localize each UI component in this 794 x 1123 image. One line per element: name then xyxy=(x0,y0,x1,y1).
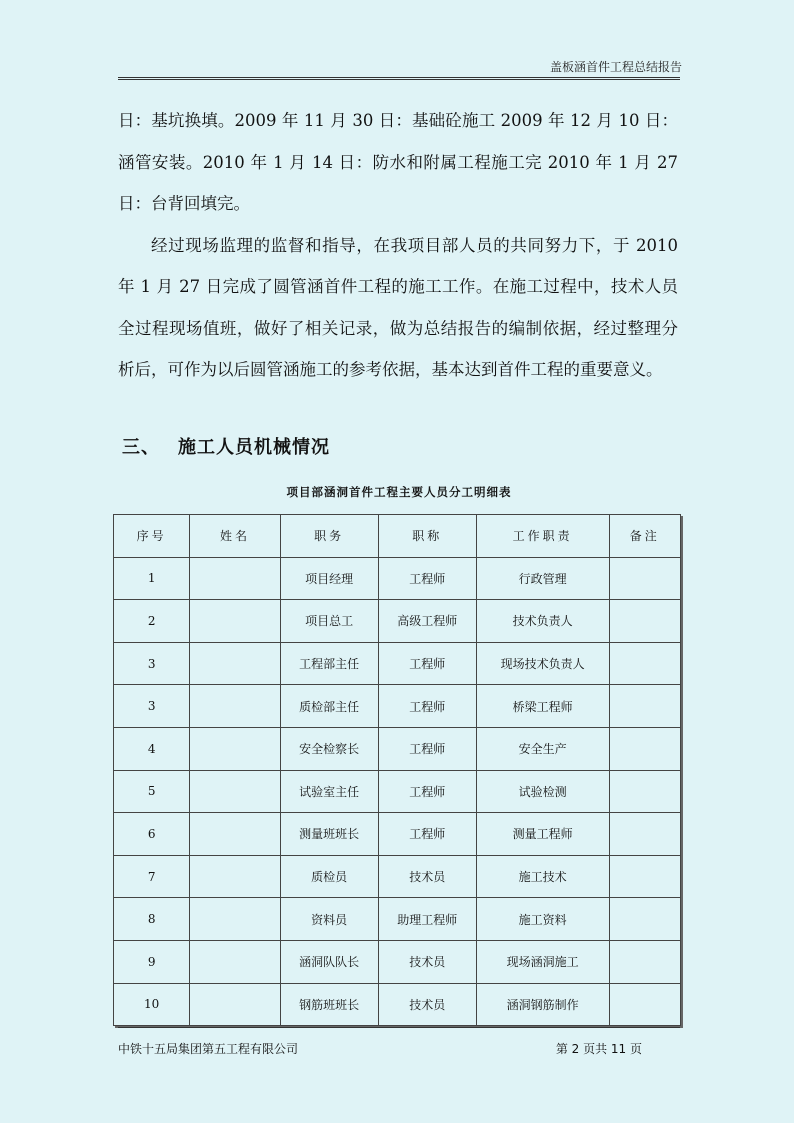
cell-note xyxy=(609,940,680,983)
cell-note xyxy=(609,685,680,728)
cell-title: 工程师 xyxy=(378,557,476,600)
table-row xyxy=(114,642,681,685)
cell-duty: 涵洞钢筋制作 xyxy=(476,983,609,1026)
cell-duty: 施工技术 xyxy=(476,855,609,898)
cell-name xyxy=(190,727,280,770)
cell-no: 3 xyxy=(114,642,190,685)
cell-position: 项目总工 xyxy=(280,600,378,643)
cell-note xyxy=(609,855,680,898)
cell-duty: 施工资料 xyxy=(476,898,609,941)
cell-name xyxy=(190,855,280,898)
cell-name xyxy=(190,940,280,983)
cell-duty: 安全生产 xyxy=(476,727,609,770)
cell-duty: 现场技术负责人 xyxy=(476,642,609,685)
table-row xyxy=(114,813,681,856)
body-paragraph-2: 经过现场监理的监督和指导，在我项目部人员的共同努力下，于 2010 年 1 月 27 日完成了圆管涵首件工程的施工工作。在施工过程中，技术人员全过程现场值班，做好了相关记录，做为总结报告的编制依据，经过整理分析后，可作为以后圆管涵施工的参考依据，基本达到首件工程的重要意义。 xyxy=(118,235,678,379)
section-number: 三、 xyxy=(122,437,160,458)
cell-no: 5 xyxy=(114,770,190,813)
cell-duty: 技术负责人 xyxy=(476,600,609,643)
cell-title: 助理工程师 xyxy=(378,898,476,941)
cell-name xyxy=(190,557,280,600)
cell-no: 3 xyxy=(114,685,190,728)
cell-position: 钢筋班班长 xyxy=(280,983,378,1026)
header-cell-note: 备注 xyxy=(609,515,680,558)
cell-name xyxy=(190,642,280,685)
staff-table xyxy=(113,514,681,1026)
cell-note xyxy=(609,642,680,685)
body-text xyxy=(118,100,678,391)
cell-no: 7 xyxy=(114,855,190,898)
cell-position: 安全检察长 xyxy=(280,727,378,770)
cell-no: 4 xyxy=(114,727,190,770)
cell-duty: 测量工程师 xyxy=(476,813,609,856)
table-row xyxy=(114,855,681,898)
cell-position: 试验室主任 xyxy=(280,770,378,813)
footer-page-number: 第 2 页共 11 页 xyxy=(555,1042,642,1056)
cell-position: 质检部主任 xyxy=(280,685,378,728)
cell-title: 工程师 xyxy=(378,685,476,728)
table-row xyxy=(114,940,681,983)
cell-position: 资料员 xyxy=(280,898,378,941)
cell-name xyxy=(190,898,280,941)
section-title: 施工人员机械情况 xyxy=(178,437,330,458)
cell-note xyxy=(609,727,680,770)
header-cell-duty: 工作职责 xyxy=(476,515,609,558)
header-cell-title: 职称 xyxy=(378,515,476,558)
cell-note xyxy=(609,600,680,643)
cell-no: 2 xyxy=(114,600,190,643)
cell-duty: 行政管理 xyxy=(476,557,609,600)
cell-note xyxy=(609,557,680,600)
cell-position: 工程部主任 xyxy=(280,642,378,685)
section-heading xyxy=(122,433,330,459)
cell-duty: 现场涵洞施工 xyxy=(476,940,609,983)
cell-no: 8 xyxy=(114,898,190,941)
cell-title: 技术员 xyxy=(378,940,476,983)
cell-title: 工程师 xyxy=(378,727,476,770)
cell-title: 高级工程师 xyxy=(378,600,476,643)
footer-divider xyxy=(118,1027,680,1028)
cell-name xyxy=(190,983,280,1026)
cell-title: 技术员 xyxy=(378,983,476,1026)
header-title: 盖板涵首件工程总结报告 xyxy=(549,60,682,74)
header-cell-name: 姓名 xyxy=(190,515,280,558)
cell-position: 测量班班长 xyxy=(280,813,378,856)
table-header-row xyxy=(114,515,681,558)
cell-title: 工程师 xyxy=(378,642,476,685)
table-row xyxy=(114,898,681,941)
header-cell-no: 序号 xyxy=(114,515,190,558)
cell-position: 涵洞队队长 xyxy=(280,940,378,983)
table-body xyxy=(114,557,681,1026)
cell-note xyxy=(609,813,680,856)
cell-note xyxy=(609,770,680,813)
table-row xyxy=(114,727,681,770)
cell-no: 1 xyxy=(114,557,190,600)
cell-note xyxy=(609,898,680,941)
cell-no: 6 xyxy=(114,813,190,856)
cell-name xyxy=(190,770,280,813)
cell-duty: 试验检测 xyxy=(476,770,609,813)
cell-duty: 桥梁工程师 xyxy=(476,685,609,728)
header-divider xyxy=(118,77,680,80)
footer-company: 中铁十五局集团第五工程有限公司 xyxy=(118,1042,299,1056)
cell-title: 工程师 xyxy=(378,770,476,813)
cell-name xyxy=(190,685,280,728)
table-row xyxy=(114,685,681,728)
table-row xyxy=(114,600,681,643)
cell-no: 10 xyxy=(114,983,190,1026)
cell-no: 9 xyxy=(114,940,190,983)
table-row xyxy=(114,557,681,600)
table-row xyxy=(114,983,681,1026)
body-paragraph-1: 日：基坑换填。2009 年 11 月 30 日：基础砼施工 2009 年 12 月 10 日：涵管安装。2010 年 1 月 14 日：防水和附属工程施工完 2010 年 1 月 27 日：台背回填完。 xyxy=(118,111,678,213)
cell-position: 质检员 xyxy=(280,855,378,898)
cell-name xyxy=(190,813,280,856)
cell-note xyxy=(609,983,680,1026)
cell-position: 项目经理 xyxy=(280,557,378,600)
table-row xyxy=(114,770,681,813)
cell-name xyxy=(190,600,280,643)
header-cell-position: 职务 xyxy=(280,515,378,558)
table-caption: 项目部涵洞首件工程主要人员分工明细表 xyxy=(286,485,512,499)
cell-title: 技术员 xyxy=(378,855,476,898)
cell-title: 工程师 xyxy=(378,813,476,856)
